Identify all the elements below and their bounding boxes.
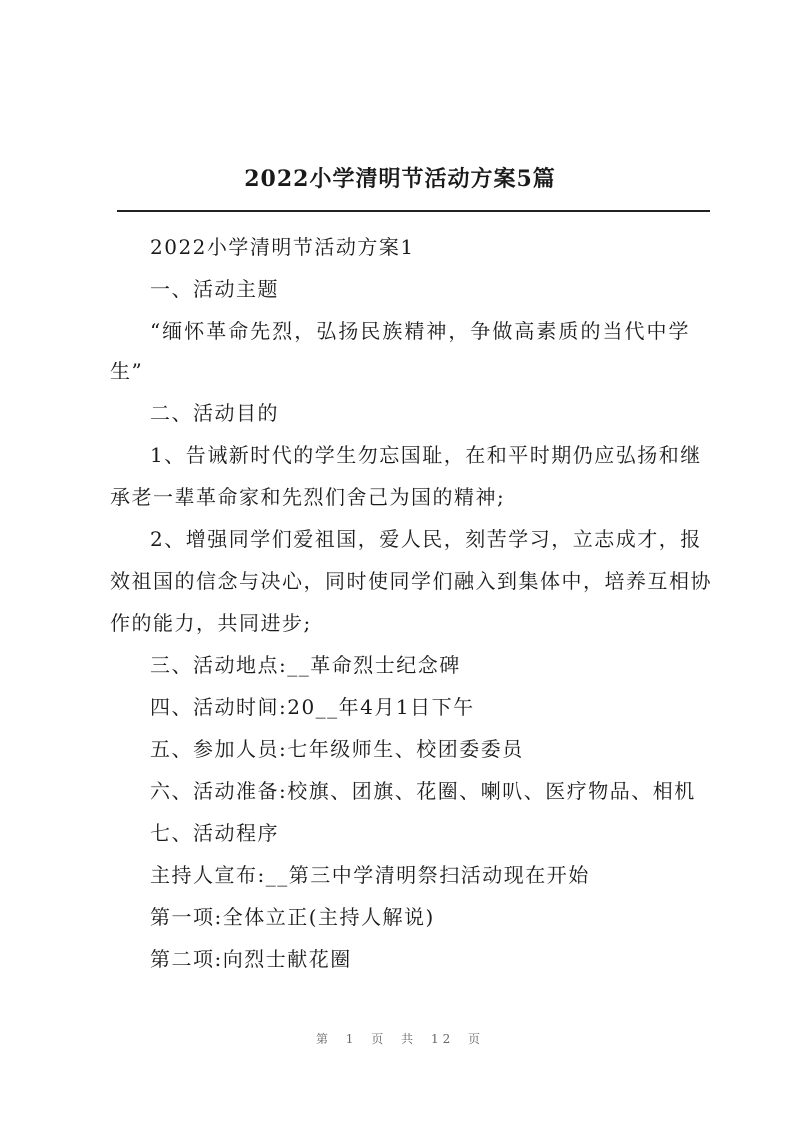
paragraph-line: 第二项:向烈士献花圈 xyxy=(150,947,352,971)
paragraph-line: 第一项:全体立正(主持人解说) xyxy=(150,905,435,929)
footer-page-number: 1 xyxy=(345,1032,358,1046)
paragraph-line: 二、活动目的 xyxy=(150,401,279,425)
paragraph-line: 七、活动程序 xyxy=(150,821,279,845)
title-divider xyxy=(117,210,710,212)
paragraph-line: 承老一辈革命家和先烈们舍己为国的精神; xyxy=(110,485,506,509)
paragraph-line: 生” xyxy=(110,359,144,383)
paragraph-line: 作的能力，共同进步; xyxy=(110,611,312,635)
paragraph-line: 2、增强同学们爱祖国，爱人民，刻苦学习，立志成才，报 xyxy=(150,527,702,551)
paragraph-line: 效祖国的信念与决心，同时使同学们融入到集体中，培养互相协 xyxy=(110,569,712,593)
section-heading: 2022小学清明节活动方案1 xyxy=(150,235,415,259)
paragraph-line: 六、活动准备:校旗、团旗、花圈、喇叭、医疗物品、相机 xyxy=(150,779,696,803)
paragraph-line: 1、告诫新时代的学生勿忘国耻，在和平时期仍应弘扬和继 xyxy=(150,443,702,467)
paragraph-line: “缅怀革命先烈，弘扬民族精神，争做高素质的当代中学 xyxy=(150,319,690,343)
footer-ye: 页 xyxy=(371,1032,388,1046)
paragraph-line: 五、参加人员:七年级师生、校团委委员 xyxy=(150,737,524,761)
footer-ye2: 页 xyxy=(468,1032,485,1046)
paragraph-line: 一、活动主题 xyxy=(150,277,279,301)
footer-di: 第 xyxy=(315,1032,332,1046)
footer-total-pages: 12 xyxy=(430,1032,455,1046)
paragraph-line: 三、活动地点:__革命烈士纪念碑 xyxy=(150,653,461,677)
document-title: 2022小学清明节活动方案5篇 xyxy=(244,166,556,192)
footer-gong: 共 xyxy=(401,1032,418,1046)
paragraph-line: 四、活动时间:20__年4月1日下午 xyxy=(150,695,475,719)
paragraph-line: 主持人宣布:__第三中学清明祭扫活动现在开始 xyxy=(150,863,590,887)
page-footer xyxy=(0,1030,800,1047)
